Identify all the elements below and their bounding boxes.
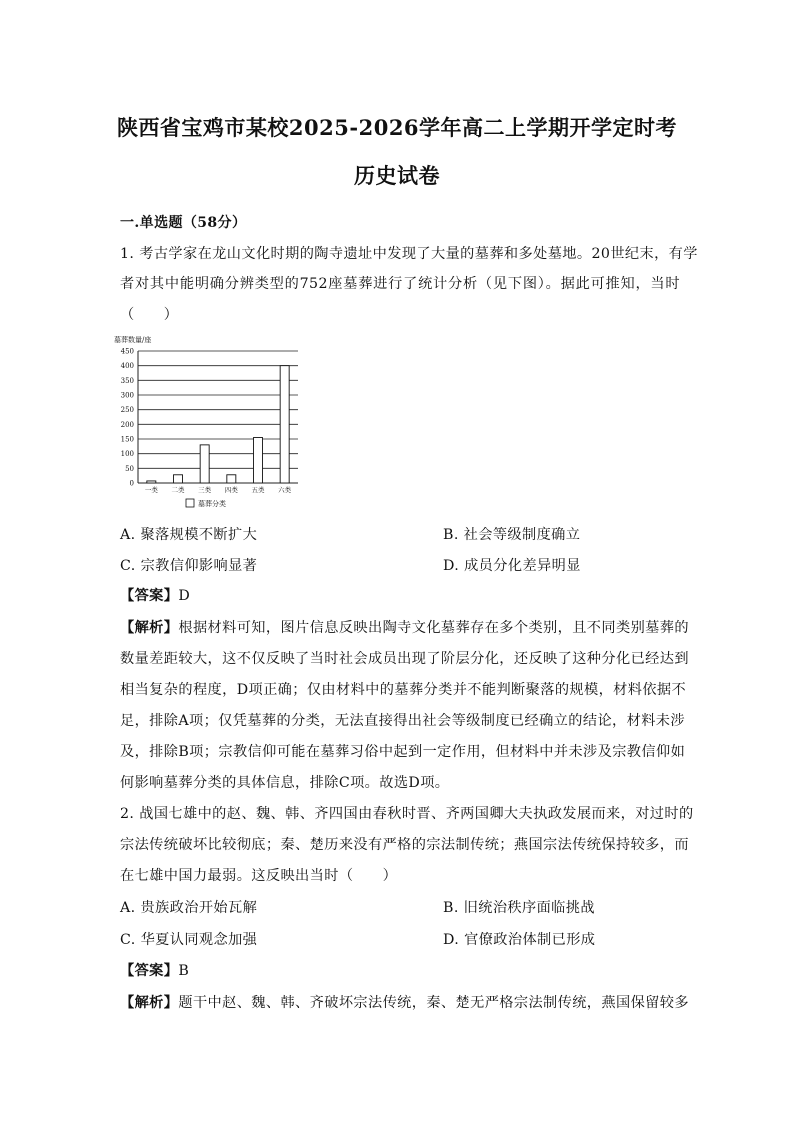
section-heading: 一.单选题（58分）	[120, 215, 247, 231]
q1-stem-line-1: 1. 考古学家在龙山文化时期的陶寺遗址中发现了大量的墓葬和多处墓地。20世纪末，有学	[120, 246, 698, 262]
q2-answer-label: 【答案】	[120, 963, 179, 979]
chart-x-tick-label: 二类	[171, 486, 185, 494]
chart-bar	[280, 366, 289, 483]
q2-stem-line-3: 在七雄中国力最弱。这反映出当时（ ）	[120, 868, 398, 884]
q2-option-b: B. 旧统治秩序面临挑战	[443, 900, 595, 916]
chart-y-tick-label: 0	[129, 479, 134, 488]
chart-y-tick-label: 400	[120, 362, 134, 371]
chart-y-tick-label: 450	[120, 347, 134, 356]
q1-analysis-label: 【解析】	[120, 620, 179, 636]
chart-x-tick-label: 三类	[198, 486, 212, 494]
chart-x-tick-label: 五类	[251, 486, 265, 494]
q1-answer-label: 【答案】	[120, 588, 179, 604]
chart-y-tick-label: 100	[120, 450, 134, 459]
q1-option-d: D. 成员分化差异明显	[443, 558, 581, 574]
q1-option-b: B. 社会等级制度确立	[443, 527, 581, 543]
chart-bar	[254, 438, 263, 483]
q1-answer	[120, 585, 680, 605]
q2-option-d: D. 官僚政治体制已形成	[443, 932, 596, 948]
q1-option-c: C. 宗教信仰影响显著	[120, 558, 258, 574]
q2-analysis-text: 题干中赵、魏、韩、齐破坏宗法传统，秦、楚无严格宗法制传统，燕国保留较多	[178, 995, 689, 1011]
chart-y-axis-label: 墓葬数量/座	[114, 336, 152, 344]
chart-y-tick-label: 150	[120, 435, 134, 444]
q1-analysis-line-2: 数量差距较大，这不仅反映了当时社会成员出现了阶层分化，还反映了这种分化已经达到	[120, 651, 689, 667]
q2-analysis-label: 【解析】	[120, 995, 179, 1011]
chart-legend-swatch	[186, 499, 194, 507]
doc-title: 陕西省宝鸡市某校2025-2026学年高二上学期开学定时考	[116, 115, 678, 140]
q1-analysis-line-5: 及，排除B项；宗教信仰可能在墓葬习俗中起到一定作用，但材料中并未涉及宗教信仰如	[120, 744, 686, 760]
q2-stem-line-2: 宗法传统破坏比较彻底；秦、楚历来没有严格的宗法制传统；燕国宗法传统保持较多，而	[120, 837, 689, 853]
q1-analysis-line-6: 何影响墓葬分类的具体信息，排除C项。故选D项。	[120, 775, 450, 791]
chart-x-tick-label: 六类	[278, 486, 292, 494]
chart-y-tick-label: 50	[125, 464, 134, 473]
chart-y-tick-label: 200	[120, 420, 134, 429]
q2-answer-value: B	[178, 963, 190, 979]
q1-stem-line-2: 者对其中能明确分辨类型的752座墓葬进行了统计分析（见下图）。据此可推知，当时	[120, 276, 680, 292]
q1-option-a: A. 聚落规模不断扩大	[120, 527, 258, 543]
q2-option-a: A. 贵族政治开始瓦解	[120, 900, 258, 916]
chart-bar	[174, 475, 183, 483]
chart-x-tick-label: 四类	[224, 486, 238, 494]
chart-legend-label: 墓葬分类	[198, 500, 226, 508]
burial-bar-chart	[112, 330, 312, 515]
chart-bar	[147, 481, 156, 483]
chart-bar	[200, 445, 209, 483]
q2-option-c: C. 华夏认同观念加强	[120, 932, 258, 948]
q1-analysis-text: 根据材料可知，图片信息反映出陶寺文化墓葬存在多个类别，且不同类别墓葬的	[178, 620, 689, 636]
doc-subtitle: 历史试卷	[354, 163, 440, 188]
q1-analysis-line-1	[120, 617, 689, 637]
chart-y-tick-label: 350	[120, 376, 134, 385]
q2-answer	[120, 960, 680, 980]
q1-analysis-line-4: 足，排除A项；仅凭墓葬的分类，无法直接得出社会等级制度已经确立的结论，材料未涉	[120, 713, 685, 729]
chart-bar	[227, 475, 236, 483]
q2-analysis-line-1	[120, 992, 689, 1012]
q1-analysis-line-3: 相当复杂的程度，D项正确；仅由材料中的墓葬分类并不能判断聚落的规模，材料依据不	[120, 682, 687, 698]
q1-stem-line-3: （ ）	[120, 307, 179, 323]
chart-x-tick-label: 一类	[144, 486, 158, 494]
q1-answer-value: D	[178, 588, 191, 604]
chart-y-tick-label: 250	[120, 406, 134, 415]
q2-stem-line-1: 2. 战国七雄中的赵、魏、韩、齐四国由春秋时晋、齐两国卿大夫执政发展而来，对过时的	[120, 806, 694, 822]
chart-y-tick-label: 300	[120, 391, 134, 400]
